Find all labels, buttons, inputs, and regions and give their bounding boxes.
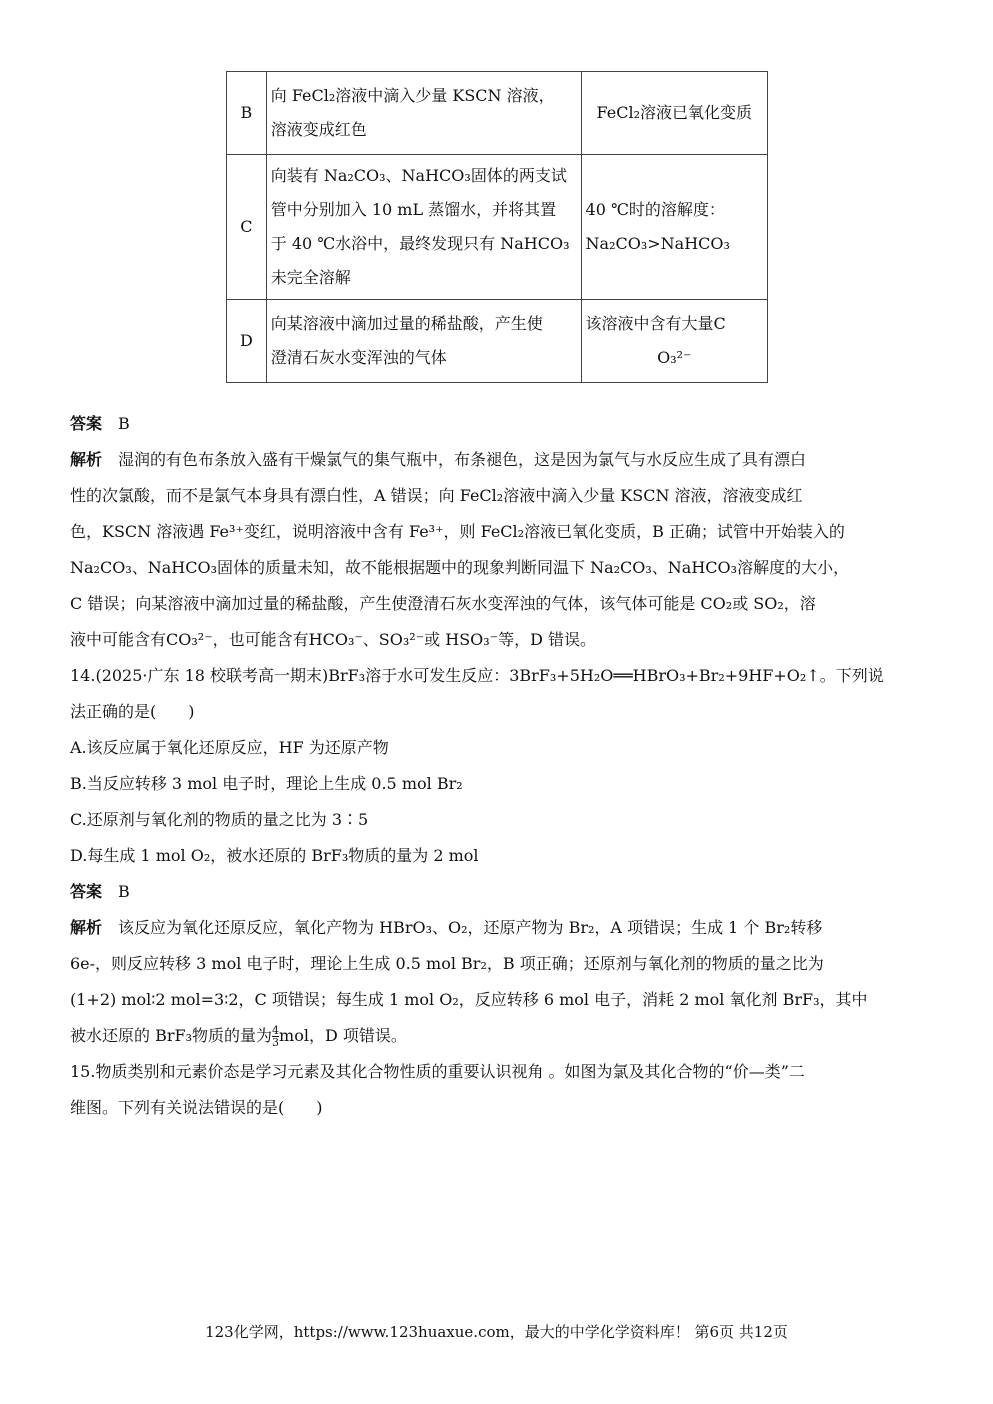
answer-value: B <box>118 414 130 433</box>
solution-text <box>70 406 920 1126</box>
desc-line: 向装有 Na₂CO₃、NaHCO₃固体的两支试 <box>270 166 567 185</box>
desc-line: 向 FeCl₂溶液中滴入少量 KSCN 溶液， <box>270 86 555 105</box>
concl-line: O₃²⁻ <box>657 348 692 367</box>
text-line: (1+2) mol∶2 mol=3∶2，C 项错误；每生成 1 mol O₂，反应转移 6 mol 电子，消耗 2 mol 氧化剂 BrF₃，其中 <box>70 990 868 1009</box>
question-stem: 15.物质类别和元素价态是学习元素及其化合物性质的重要认识视角 。如图为氯及其化合物的“价—类”二 <box>70 1062 805 1081</box>
option-conclusion <box>581 300 767 383</box>
text-line: C 错误；向某溶液中滴加过量的稀盐酸，产生使澄清石灰水变浑浊的气体，该气体可能是 CO₂或 SO₂，溶 <box>70 594 816 613</box>
answer-value: B <box>118 882 130 901</box>
concl-line: FeCl₂溶液已氧化变质 <box>596 103 753 122</box>
table-row <box>227 155 768 300</box>
option-letter: C <box>227 155 267 300</box>
option-letter: D <box>227 300 267 383</box>
text-line: 该反应为氧化还原反应，氧化产物为 HBrO₃、O₂，还原产物为 Br₂，A 项错误；生成 1 个 Br₂转移 <box>118 918 823 937</box>
option-c: C.还原剂与氧化剂的物质的量之比为 3∶5 <box>70 810 369 829</box>
concl-line: 该溶液中含有大量C <box>585 314 726 333</box>
options-table <box>226 71 768 383</box>
text-line: 6e-，则反应转移 3 mol 电子时，理论上生成 0.5 mol Br₂，B 项正确；还原剂与氧化剂的物质的量之比为 <box>70 954 824 973</box>
concl-line: 40 ℃时的溶解度： <box>585 200 725 219</box>
text-line: 湿润的有色布条放入盛有干燥氯气的集气瓶中，布条褪色，这是因为氯气与水反应生成了具有漂白 <box>118 450 807 469</box>
page-footer: 123化学网，https://www.123huaxue.com，最大的中学化学资料库！ 第6页 共12页 <box>205 1323 788 1341</box>
fraction-after: mol，D 项错误。 <box>279 1026 407 1045</box>
fraction-before: 被水还原的 BrF₃物质的量为 <box>70 1026 273 1045</box>
table-row <box>227 72 768 155</box>
option-description <box>266 300 581 383</box>
table-row <box>227 300 768 383</box>
option-description <box>266 155 581 300</box>
analysis-label: 解析 <box>70 918 103 937</box>
desc-line: 澄清石灰水变浑浊的气体 <box>270 348 447 367</box>
fraction-numerator: 4 <box>272 1024 280 1037</box>
question-stem: 维图。下列有关说法错误的是( ) <box>70 1098 323 1117</box>
option-b: B.当反应转移 3 mol 电子时，理论上生成 0.5 mol Br₂ <box>70 774 463 793</box>
fraction-denominator: 3 <box>272 1036 280 1049</box>
question-stem: 14.(2025·广东 18 校联考高一期末)BrF₃溶于水可发生反应：3BrF₃+5H₂O══HBrO₃+Br₂+9HF+O₂↑。下列说 <box>70 666 884 685</box>
answer-line <box>70 406 920 442</box>
text-line-with-fraction <box>70 1018 920 1054</box>
analysis-label: 解析 <box>70 450 103 469</box>
fraction <box>272 1025 279 1048</box>
text-line: Na₂CO₃、NaHCO₃固体的质量未知，故不能根据题中的现象判断同温下 Na₂CO₃、NaHCO₃溶解度的大小， <box>70 558 850 577</box>
desc-line: 于 40 ℃水浴中，最终发现只有 NaHCO₃ <box>270 234 570 253</box>
analysis-line <box>70 910 920 946</box>
option-conclusion <box>581 155 767 300</box>
option-a: A.该反应属于氧化还原反应，HF 为还原产物 <box>70 738 389 757</box>
desc-line: 未完全溶解 <box>270 268 351 287</box>
text-line: 性的次氯酸，而不是氯气本身具有漂白性，A 错误；向 FeCl₂溶液中滴入少量 KSCN 溶液，溶液变成红 <box>70 486 803 505</box>
concl-line: Na₂CO₃>NaHCO₃ <box>585 234 730 253</box>
desc-line: 管中分别加入 10 mL 蒸馏水，并将其置 <box>270 200 557 219</box>
option-description <box>266 72 581 155</box>
text-line: 液中可能含有CO₃²⁻，也可能含有HCO₃⁻、SO₃²⁻或 HSO₃⁻等，D 错误。 <box>70 630 597 649</box>
desc-line: 向某溶液中滴加过量的稀盐酸，产生使 <box>270 314 543 333</box>
option-conclusion <box>581 72 767 155</box>
question-stem: 法正确的是( ) <box>70 702 195 721</box>
text-line: 色，KSCN 溶液遇 Fe³⁺变红，说明溶液中含有 Fe³⁺，则 FeCl₂溶液已氧化变质，B 正确；试管中开始装入的 <box>70 522 845 541</box>
option-letter: B <box>227 72 267 155</box>
answer-label: 答案 <box>70 882 103 901</box>
desc-line: 溶液变成红色 <box>270 120 367 139</box>
answer-label: 答案 <box>70 414 103 433</box>
analysis-line <box>70 442 920 478</box>
answer-line <box>70 874 920 910</box>
option-d: D.每生成 1 mol O₂，被水还原的 BrF₃物质的量为 2 mol <box>70 846 479 865</box>
